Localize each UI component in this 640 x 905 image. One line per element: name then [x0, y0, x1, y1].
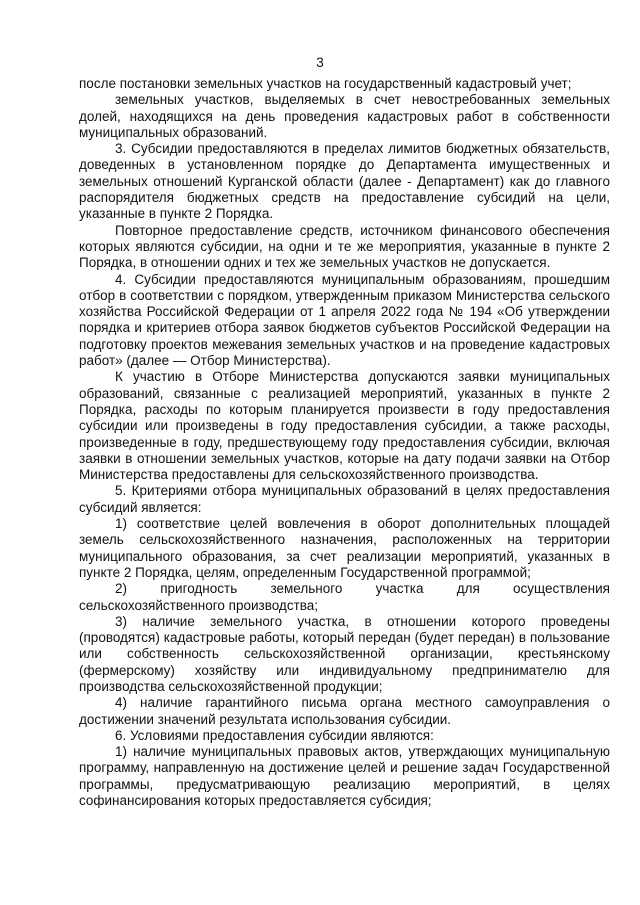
paragraph-4-selection: 4. Субсидии предоставляются муниципальным образованиям, прошедшим отбор в соответствии с порядком, утвержденным приказом Министерства сельского хозяйства Российской Федерации от 1 апреля 2022 года № 194 «Об утверждении порядка и критериев отбора заявок бюджетов субъектов Российской Федерации на подготовку проектов межевания земельных участков и на проведение кадастровых работ» (далее — Отбор Министерства).: [79, 271, 610, 369]
paragraph-land-plots-shares: земельных участков, выделяемых в счет невостребованных земельных долей, находящихся на день проведения кадастровых работ в собственности муниципальных образований.: [79, 92, 610, 140]
criterion-3: 3) наличие земельного участка, в отношении которого проведены (проводятся) кадастровые работы, который передан (будет передан) в пользование или собственность сельскохозяйственной организации, крестьянскому (фермерскому) хозяйству или индивидуальному предпринимателю для производства сельскохозяйственной продукции;: [79, 613, 610, 694]
paragraph-6-conditions: 6. Условиями предоставления субсидии являются:: [115, 727, 434, 743]
document-body: [79, 76, 610, 809]
criterion-2: 2) пригодность земельного участка для осуществления сельскохозяйственного производства;: [79, 581, 610, 613]
page-number: 3: [316, 55, 324, 70]
paragraph-continuation: после постановки земельных участков на государственный кадастровый учет;: [79, 76, 572, 91]
criterion-4: 4) наличие гарантийного письма органа местного самоуправления о достижении значений результата использования субсидии.: [79, 695, 610, 727]
condition-1: 1) наличие муниципальных правовых актов, утверждающих муниципальную программу, направленную на достижение целей и решение задач Государственной программы, предусматривающую реализацию мероприятий, в целях софинансирования которых предоставляется субсидия;: [79, 744, 610, 809]
paragraph-5-criteria: 5. Критериями отбора муниципальных образований в целях предоставления субсидий является:: [79, 483, 610, 515]
paragraph-3-subsidy-limits: 3. Субсидии предоставляются в пределах лимитов бюджетных обязательств, доведенных в установленном порядке до Департамента имущественных и земельных отношений Курганской области (далее - Департамент) как до главного распорядителя бюджетных средств на предоставление субсидий на цели, указанные в пункте 2 Порядка.: [79, 141, 610, 222]
criterion-1: 1) соответствие целей вовлечения в оборот дополнительных площадей земель сельскохозяйственного назначения, расположенных на территории муниципального образования, за счет реализации мероприятий, указанных в пункте 2 Порядка, целям, определенным Государственной программой;: [79, 516, 610, 580]
paragraph-ministry-selection-admission: К участию в Отборе Министерства допускаются заявки муниципальных образований, связанные с реализацией мероприятий, указанных в пункте 2 Порядка, расходы по которым планируется произвести в году предоставления субсидии или произведены в году предоставления субсидии, а также расходы, произведенные в году, предшествующему году предоставления субсидии, включая заявки в отношении земельных участков, которые на дату подачи заявки на Отбор Министерства предоставлены для сельскохозяйственного производства.: [79, 369, 610, 483]
paragraph-repeat-funding: Повторное предоставление средств, источником финансового обеспечения которых являются субсидии, на одни и те же мероприятия, указанные в пункте 2 Порядка, в отношении одних и тех же земельных участков не допускается.: [79, 222, 610, 271]
